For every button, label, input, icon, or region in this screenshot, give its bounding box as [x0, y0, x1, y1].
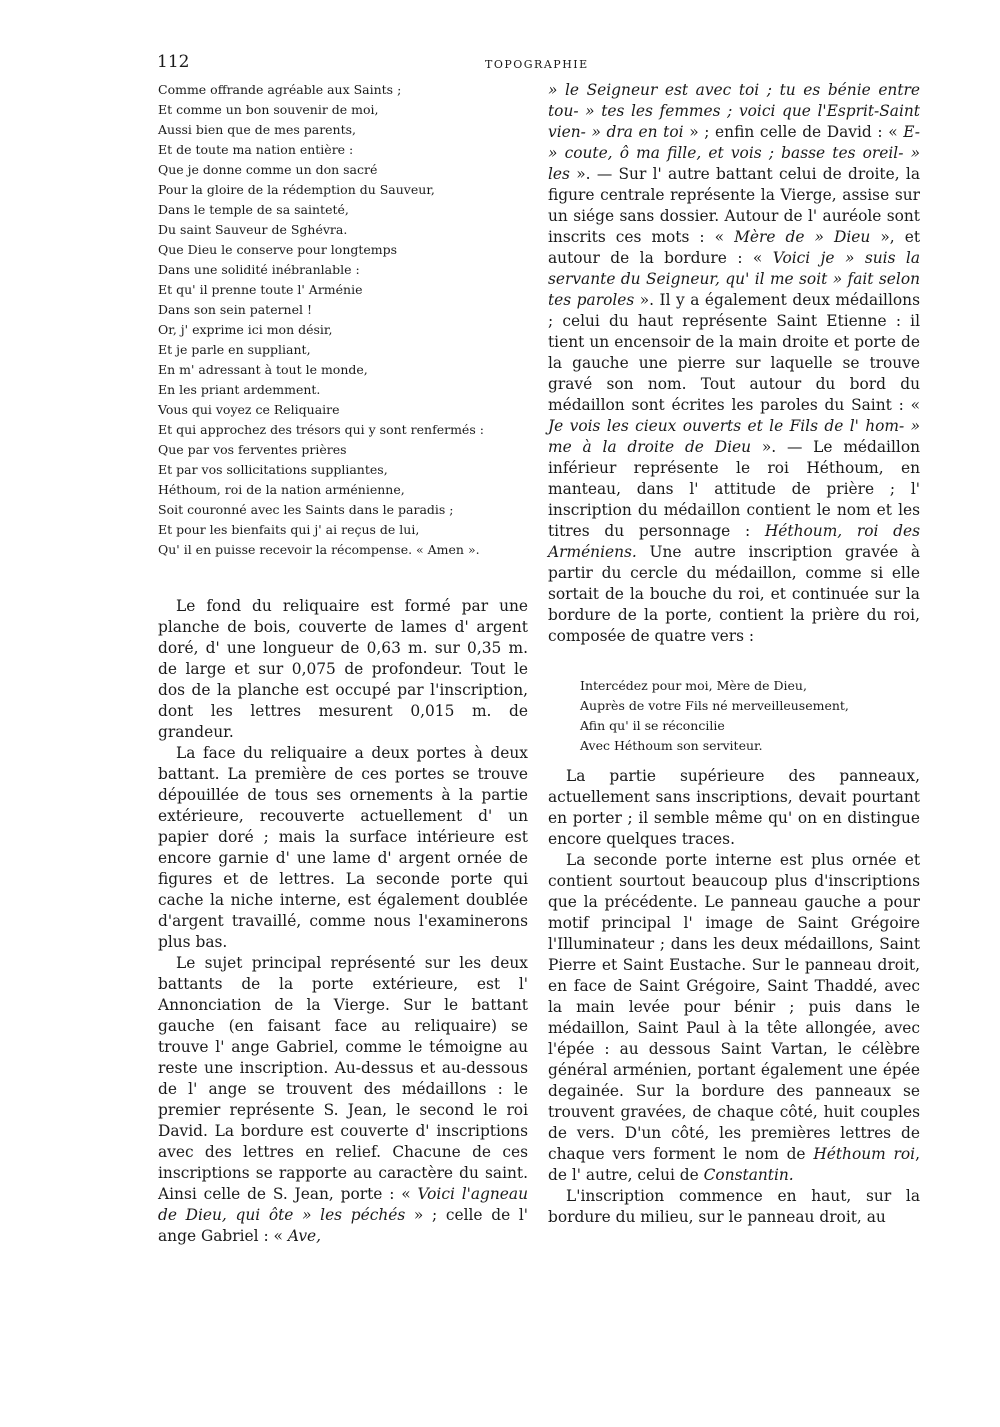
paragraph: La partie supérieure des panneaux, actuellement sans inscriptions, devait pourtant en porter ; il semble même qu' on en distingue encore quelques traces.: [548, 767, 920, 848]
quote-run: Héthoum, roi des Arméniens.: [548, 522, 921, 561]
verse-line: Et de toute ma nation entière :: [158, 142, 354, 157]
left-prose-block: [158, 596, 528, 1247]
verse-line: Dans son sein paternel !: [158, 302, 313, 317]
quote-run: E- » coute, ô ma fille, et vois ; basse tes oreil- » les: [548, 123, 920, 183]
text-run: Une autre inscription gravée à partir du cercle du médaillon, comme si elle sortait de la bouche du roi, et continuée sur la bordure de la porte, contient la prière du roi, composée de quatre vers :: [548, 543, 920, 645]
verse-line: Intercédez pour moi, Mère de Dieu,: [580, 678, 807, 693]
paragraph: [548, 850, 920, 1186]
paragraph: La face du reliquaire a deux portes à deux battant. La première de ces portes se trouve dépouillée de tous ses ornements à la partie extérieure, recouverte actuellement d' un papier doré ; mais la surface intérieure est encore garnie d' une lame d' argent ornée de figures et de lettres. La seconde porte qui cache la niche interne, est également doublée d'argent travaillé, comme nous l'examinerons plus bas.: [158, 744, 528, 951]
text-run: Le sujet principal représenté sur les deux battants de la porte extérieure, est l' Annonciation de la Vierge. Sur le battant gauche (en faisant face au reliquaire) se trouve l' ange Gabriel, comme le témoigne au reste une inscription. Au-dessus et au-dessous de l' ange se trouvent des médaillons : le premier représente S. Jean, le second le roi David. La bordure est couverte d' inscriptions avec des lettres en relief. Chacune de ces inscriptions se rapporte au caractère du saint. Ainsi celle de S. Jean, porte : «: [158, 954, 528, 1203]
text-run: La seconde porte interne est plus ornée et contient sourtout beaucoup plus d'inscriptions que la précédente. Le panneau gauche a pour motif principal l' image de Saint Grégoire l'Illuminateur ; dans les deux médaillons, Saint Pierre et Saint Eustache. Sur le panneau droit, en face de Saint Grégoire, Saint Thaddé, avec la main levée pour bénir ; puis dans le médaillon, Saint Paul à la tête allongée, avec l'épée : au dessous Saint Vartan, le célèbre général arménien, portant également une épée degainée. Sur la bordure des panneaux se trouvent gravées, de chaque côté, huit couples de vers. D'un côté, les premières lettres de chaque vers forment le nom de: [548, 851, 920, 1163]
verse-line: Aussi bien que de mes parents,: [158, 122, 357, 137]
verse-line: Qu' il en puisse recevoir la récompense. « Amen ».: [158, 542, 480, 557]
verse-line: Soit couronné avec les Saints dans le paradis ;: [158, 502, 454, 517]
text-run: ». — Le médaillon inférieur représente le roi Héthoum, en manteau, dans l' attitude de prière ; l' inscription du médaillon contient le nom et les titres du personnage :: [548, 438, 920, 540]
paragraph: Le fond du reliquaire est formé par une planche de bois, couverte de lames d' argent doré, d' une longueur de 0,63 m. sur 0,35 m. de large et sur 0,075 de profondeur. Tout le dos de la planche est occupé par l'inscription, dont les lettres mesurent 0,015 m. de grandeur.: [158, 597, 528, 741]
right-prose-block-2: [548, 766, 920, 1228]
verse-line: Dans le temple de sa sainteté,: [158, 202, 349, 217]
verse-line: Et qu' il prenne toute l' Arménie: [158, 282, 363, 297]
page-number: 112: [157, 52, 190, 72]
verse-line: Et qui approchez des trésors qui y sont renfermés :: [158, 422, 484, 437]
text-run: , de l' autre, celui de: [548, 1145, 920, 1184]
right-verse-block: [580, 676, 920, 756]
text-run: » ; enfin celle de David : «: [683, 123, 904, 141]
right-prose-block: [548, 80, 920, 647]
quote-run: Voici je » suis la servante du Seigneur, qu' il me soit » fait selon tes paroles: [548, 249, 920, 309]
paragraph: [548, 80, 920, 647]
verse-line: Comme offrande agréable aux Saints ;: [158, 82, 402, 97]
verse-line: Dans une solidité inébranlable :: [158, 262, 360, 277]
verse-line: Or, j' exprime ici mon désir,: [158, 322, 333, 337]
quote-run: Je vois les cieux ouverts et le Fils de l' hom- » me à la droite de Dieu: [548, 417, 920, 456]
verse-line: Vous qui voyez ce Reliquaire: [158, 402, 340, 417]
verse-line: Auprès de votre Fils né merveilleusement,: [580, 698, 849, 713]
verse-line: Héthoum, roi de la nation arménienne,: [158, 482, 405, 497]
name-run: Constantin.: [703, 1166, 794, 1184]
paragraph: L'inscription commence en haut, sur la bordure du milieu, sur le panneau droit, au: [548, 1187, 920, 1226]
text-run: ». — Sur l' autre battant celui de droite, la figure centrale représente la Vierge, assise sur un siége sans dossier. Autour de l' auréole sont inscrits ces mots : «: [548, 165, 920, 246]
verse-line: Et je parle en suppliant,: [158, 342, 311, 357]
verse-line: Et pour les bienfaits qui j' ai reçus de lui,: [158, 522, 420, 537]
left-verse-block: [158, 80, 528, 560]
verse-line: Pour la gloire de la rédemption du Sauveur,: [158, 182, 435, 197]
verse-line: Que par vos ferventes prières: [158, 442, 347, 457]
paragraph: [158, 953, 528, 1247]
verse-line: Et par vos sollicitations suppliantes,: [158, 462, 388, 477]
running-head: TOPOGRAPHIE: [485, 58, 589, 71]
verse-line: Et comme un bon souvenir de moi,: [158, 102, 379, 117]
verse-line: Du saint Sauveur de Sghévra.: [158, 222, 348, 237]
quote-run: Mère de » Dieu: [734, 228, 871, 246]
verse-line: Que Dieu le conserve pour longtemps: [158, 242, 398, 257]
text-run: ». Il y a également deux médaillons ; celui du haut représente Saint Etienne : il tient un encensoir de la main droite et porte de la gauche une pierre sur laquelle se trouve gravé son nom. Tout autour du bord du médaillon sont écrites les paroles du Saint : «: [548, 291, 920, 414]
verse-line: En m' adressant à tout le monde,: [158, 362, 368, 377]
text-run: » ; celle de l' ange Gabriel : «: [158, 1206, 528, 1245]
verse-line: Afin qu' il se réconcilie: [580, 718, 725, 733]
name-run: Héthoum roi: [813, 1145, 916, 1163]
quote-run: Voici l'agneau de Dieu, qui ôte » les péchés: [158, 1185, 528, 1224]
verse-line: En les priant ardemment.: [158, 382, 321, 397]
verse-line: Avec Héthoum son serviteur.: [580, 738, 763, 753]
verse-line: Que je donne comme un don sacré: [158, 162, 378, 177]
text-run: », et autour de la bordure : «: [548, 228, 920, 267]
quote-run: Ave,: [287, 1227, 322, 1245]
quote-run: » le Seigneur est avec toi ; tu es bénie entre tou- » tes les femmes ; voici que l'Esprit-Saint vien- » dra en toi: [548, 81, 920, 141]
